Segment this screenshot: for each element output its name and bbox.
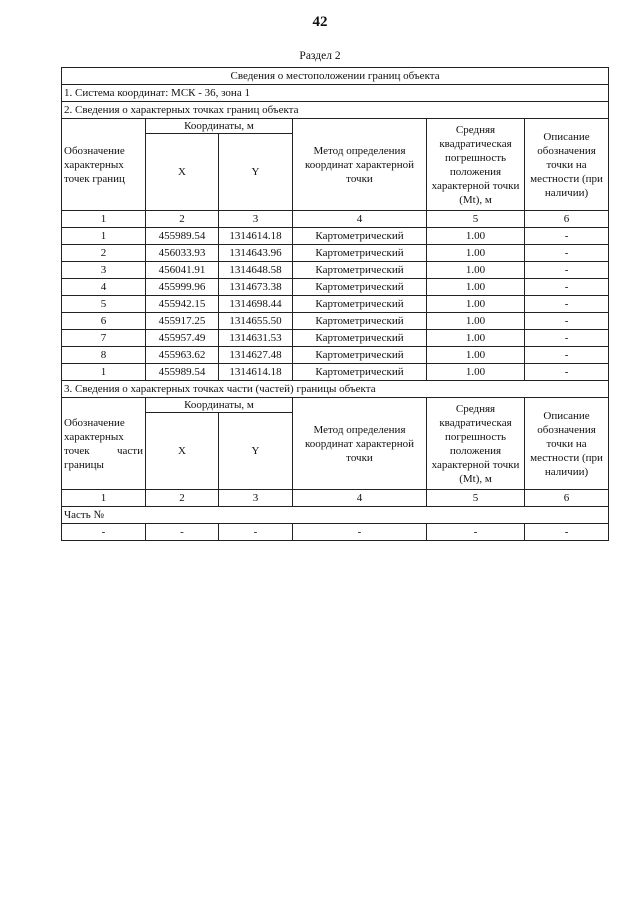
col-number: 3 [219, 211, 293, 228]
table-cell: 1 [62, 364, 146, 381]
header-coords-part: Координаты, м [146, 398, 293, 413]
table-cell: Картометрический [293, 347, 427, 364]
col-number: 2 [146, 490, 219, 507]
table-cell: - [525, 245, 609, 262]
table-cell: 1.00 [427, 228, 525, 245]
table-row [62, 279, 609, 296]
table-cell: 1.00 [427, 262, 525, 279]
section-title: Раздел 2 [299, 50, 341, 62]
col-number: 5 [427, 490, 525, 507]
column-number-row-part [62, 490, 609, 507]
boundary-table [61, 67, 609, 541]
table-row [62, 364, 609, 381]
header-description-part: Описание обозначения точки на местности (при наличии) [525, 398, 609, 490]
col-number: 5 [427, 211, 525, 228]
table-cell: 1314614.18 [219, 228, 293, 245]
table-cell: 1.00 [427, 330, 525, 347]
table-cell: Картометрический [293, 262, 427, 279]
table-cell: 455989.54 [146, 364, 219, 381]
table-cell: Картометрический [293, 245, 427, 262]
header-designation: Обозначение характерных точек границ [62, 119, 146, 211]
header-method-part: Метод определения координат характерной точки [293, 398, 427, 490]
table-cell: 1314698.44 [219, 296, 293, 313]
table-row [62, 330, 609, 347]
header-x: X [146, 134, 219, 211]
table-cell: - [525, 364, 609, 381]
part2-title: 2. Сведения о характерных точках границ объекта [62, 102, 609, 119]
header-error-part: Средняя квадратическая погрешность положения характерной точки (Mt), м [427, 398, 525, 490]
table-cell: 1314655.50 [219, 313, 293, 330]
table-cell: 455999.96 [146, 279, 219, 296]
part-label: Часть № [62, 507, 609, 524]
table-cell: 1.00 [427, 347, 525, 364]
table-cell: 1314614.18 [219, 364, 293, 381]
table-cell: - [62, 524, 146, 541]
col-number: 4 [293, 211, 427, 228]
table-cell: 455942.15 [146, 296, 219, 313]
table-cell: - [525, 262, 609, 279]
table-cell: 3 [62, 262, 146, 279]
table-title: Сведения о местоположении границ объекта [62, 68, 609, 85]
table-cell: - [146, 524, 219, 541]
table-row [62, 347, 609, 364]
table-cell: 1314648.58 [219, 262, 293, 279]
header-x-part: X [146, 413, 219, 490]
table-cell: - [427, 524, 525, 541]
col-number: 6 [525, 490, 609, 507]
table-cell: 4 [62, 279, 146, 296]
table-cell: 1314673.38 [219, 279, 293, 296]
table-cell: - [525, 347, 609, 364]
col-number: 1 [62, 211, 146, 228]
table-cell: 5 [62, 296, 146, 313]
part3-rows [62, 524, 609, 541]
table-cell: 1.00 [427, 245, 525, 262]
coordinate-system: 1. Система координат: МСК - 36, зона 1 [62, 85, 609, 102]
table-cell: 1.00 [427, 296, 525, 313]
header-designation-part: Обозначение характерных точек части границы [62, 398, 146, 490]
table-cell: 2 [62, 245, 146, 262]
table-cell: 1.00 [427, 364, 525, 381]
table-cell: - [219, 524, 293, 541]
part2-rows [62, 228, 609, 381]
header-error: Средняя квадратическая погрешность положения характерной точки (Mt), м [427, 119, 525, 211]
table-row [62, 524, 609, 541]
table-cell: 1314631.53 [219, 330, 293, 347]
table-cell: Картометрический [293, 364, 427, 381]
header-method: Метод определения координат характерной точки [293, 119, 427, 211]
part3-title: 3. Сведения о характерных точках части (частей) границы объекта [62, 381, 609, 398]
table-cell: 456033.93 [146, 245, 219, 262]
table-cell: 1.00 [427, 313, 525, 330]
table-cell: 455963.62 [146, 347, 219, 364]
table-cell: Картометрический [293, 296, 427, 313]
header-y-part: Y [219, 413, 293, 490]
table-cell: 455957.49 [146, 330, 219, 347]
col-number: 1 [62, 490, 146, 507]
table-cell: Картометрический [293, 228, 427, 245]
table-cell: - [525, 279, 609, 296]
table-cell: - [525, 228, 609, 245]
table-cell: - [525, 296, 609, 313]
col-number: 6 [525, 211, 609, 228]
table-cell: 1.00 [427, 279, 525, 296]
table-cell: - [293, 524, 427, 541]
table-cell: Картометрический [293, 279, 427, 296]
table-cell: 455989.54 [146, 228, 219, 245]
table-cell: Картометрический [293, 313, 427, 330]
col-number: 4 [293, 490, 427, 507]
header-description: Описание обозначения точки на местности (при наличии) [525, 119, 609, 211]
table-row [62, 262, 609, 279]
table-cell: 8 [62, 347, 146, 364]
col-number: 2 [146, 211, 219, 228]
col-number: 3 [219, 490, 293, 507]
column-number-row [62, 211, 609, 228]
table-row [62, 228, 609, 245]
table-row [62, 313, 609, 330]
table-cell: Картометрический [293, 330, 427, 347]
table-cell: - [525, 524, 609, 541]
table-row [62, 245, 609, 262]
table-cell: - [525, 330, 609, 347]
table-cell: 456041.91 [146, 262, 219, 279]
table-cell: 1314627.48 [219, 347, 293, 364]
table-cell: - [525, 313, 609, 330]
table-cell: 455917.25 [146, 313, 219, 330]
header-y: Y [219, 134, 293, 211]
table-cell: 7 [62, 330, 146, 347]
table-cell: 1314643.96 [219, 245, 293, 262]
table-row [62, 296, 609, 313]
table-cell: 6 [62, 313, 146, 330]
table-cell: 1 [62, 228, 146, 245]
header-coords: Координаты, м [146, 119, 293, 134]
page-number: 42 [312, 14, 328, 30]
